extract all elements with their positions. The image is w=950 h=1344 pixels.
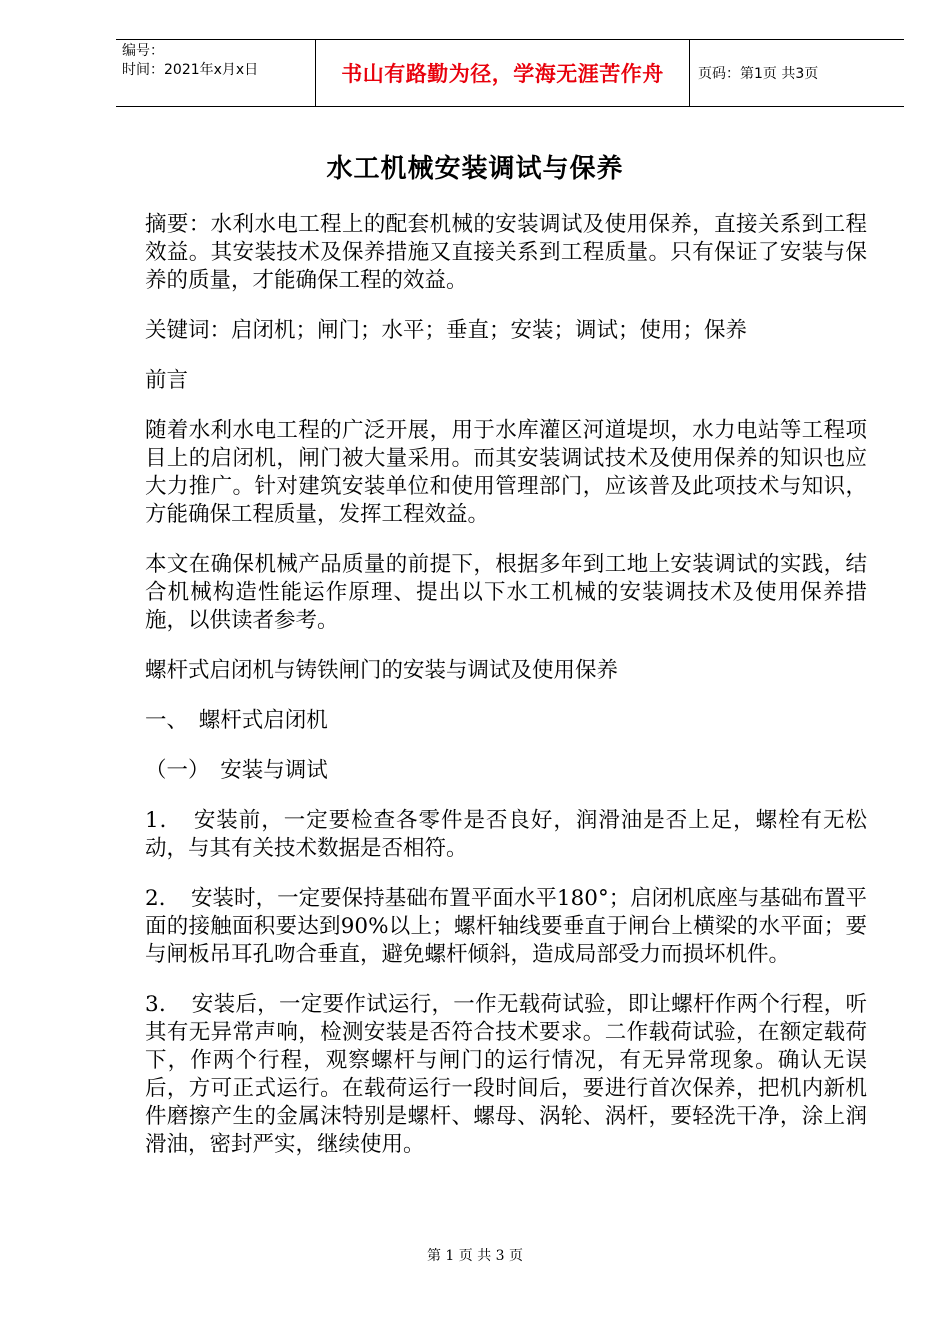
page-footer: 第 1 页 共 3 页 — [426, 1248, 524, 1264]
page-header — [116, 39, 904, 107]
header-meta — [116, 40, 316, 106]
body-paragraph: 随着水利水电工程的广泛开展，用于水库灌区河道堤坝，水力电站等工程项目上的启闭机，闸门被大量采用。而其安装调试技术及使用保养的知识也应大力推广。针对建筑安装单位和使用管理部门，应该普及此项技术与知识，方能确保工程质量，发挥工程效益。 — [145, 418, 867, 527]
list-item: 3． 安装后，一定要作试运行，一作无载荷试验，即让螺杆作两个行程，听其有无异常声响，检测安装是否符合技术要求。二作载荷试验，在额定载荷下，作两个行程，观察螺杆与闸门的运行情况，有无异常现象。确认无误后，方可正式运行。在载荷运行一段时间后，要进行首次保养，把机内新机件磨擦产生的金属沫特别是螺杆、螺母、涡轮、涡杆，要轻洗干净，涂上润滑油，密封严实，继续使用。 — [145, 992, 867, 1157]
document-body — [145, 211, 867, 1181]
list-item: 2． 安装时，一定要保持基础布置平面水平180°；启闭机底座与基础布置平面的接触面积要达到90%以上；螺杆轴线要垂直于闸台上横梁的水平面；要与闸板吊耳孔吻合垂直，避免螺杆倾斜，造成局部受力而损坏机件。 — [145, 886, 867, 967]
abstract-paragraph: 摘要：水利水电工程上的配套机械的安装调试及使用保养，直接关系到工程效益。其安装技术及保养措施又直接关系到工程质量。只有保证了安装与保养的质量，才能确保工程的效益。 — [145, 212, 867, 293]
subsection-heading: （一） 安装与调试 — [145, 758, 328, 783]
document-title: 水工机械安装调试与保养 — [326, 154, 624, 184]
keywords-paragraph: 关键词：启闭机；闸门；水平；垂直；安装；调试；使用；保养 — [145, 318, 748, 343]
document-number-label: 编号： — [122, 43, 164, 59]
document-date: 时间：2021年x月x日 — [122, 62, 259, 78]
list-item: 1． 安装前，一定要检查各零件是否良好，润滑油是否上足，螺栓有无松动，与其有关技术数据是否相符。 — [145, 808, 867, 861]
section-heading: 螺杆式启闭机与铸铁闸门的安装与调试及使用保养 — [145, 658, 619, 683]
section-heading: 一、 螺杆式启闭机 — [145, 708, 328, 733]
section-heading-preface: 前言 — [145, 368, 189, 393]
header-page-info: 页码：第1页 共3页 — [698, 66, 819, 82]
body-paragraph: 本文在确保机械产品质量的前提下，根据多年到工地上安装调试的实践，结合机械构造性能运作原理、提出以下水工机械的安装调技术及使用保养措施，以供读者参考。 — [145, 552, 867, 633]
header-motto: 书山有路勤为径，学海无涯苦作舟 — [316, 40, 690, 106]
